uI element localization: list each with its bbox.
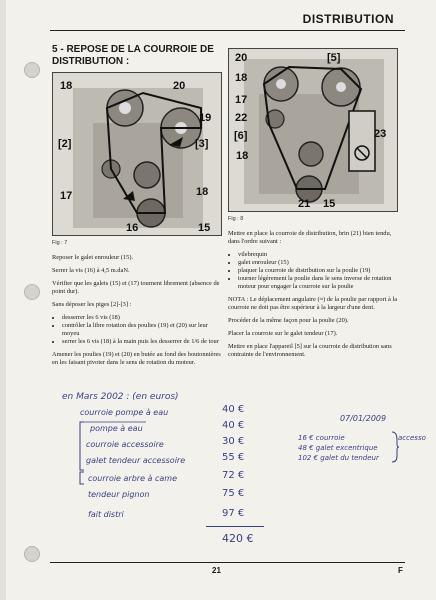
paragraph: Mettre en place l'appareil [5] sur la courroie de distribution sans contrainte de l'environnement. [228, 343, 392, 358]
section-title: 5 - REPOSE DE LA COURROIE DE DISTRIBUTION : [52, 44, 214, 67]
right-text-column [228, 230, 400, 364]
fig8-label: 18 [236, 150, 249, 162]
footer-rule [50, 562, 405, 563]
header-rule [50, 30, 405, 31]
fig8-label: 17 [235, 94, 248, 106]
handwritten-heading: en Mars 2002 : (en euros) [62, 392, 179, 402]
fig8-label: 21 [298, 198, 311, 210]
binder-hole [24, 546, 40, 562]
paragraph: Reposer le galet enrouleur (15). [52, 254, 134, 261]
paragraph: Amener les poulies (19) et (20) en butée au fond des boutonnières en les faisant pivoter dans le sens de rotation du moteur. [52, 351, 221, 366]
handwritten-price: 30 € [222, 436, 245, 447]
handwritten-item: galet tendeur accessoire [86, 456, 186, 465]
paragraph: Sans déposer les piges [2]-[3] : [52, 301, 132, 308]
binder-hole [24, 62, 40, 78]
fig7-label: [3] [195, 138, 209, 150]
handwritten-price: 55 € [222, 452, 245, 463]
handwritten-side-item: 102 € galet du tendeur [298, 454, 379, 462]
list-item: • serrer les 6 vis (18) à la main puis les desserrer de 1/6 de tour [62, 338, 222, 346]
list-item: • vilebrequin [238, 251, 400, 259]
handwritten-side-item: 48 € galet excentrique [298, 444, 378, 452]
sum-line [206, 526, 264, 527]
fig7-label: 20 [173, 80, 186, 92]
page-number: 21 [212, 566, 221, 575]
fig7-label: 17 [60, 190, 73, 202]
figure-7-caption: Fig : 7 [52, 240, 68, 246]
paragraph: Vérifier que les galets (15) et (17) tournent librement (absence de point dur). [52, 280, 220, 295]
page-letter: F [398, 566, 403, 575]
list-item: • desserrer les 6 vis (18) [62, 314, 222, 322]
handwritten-item: fait distri [88, 510, 124, 519]
fig8-label: 20 [235, 52, 248, 64]
figure-8-engine-diagram [228, 48, 398, 212]
list-item: • plaquer la courroie de distribution sur la poulie (19) [238, 267, 400, 275]
paragraph: Mettre en place la courroie de distribution, brin (21) bien tendu, dans l'ordre suivant : [228, 230, 392, 245]
fig7-label: 19 [199, 112, 212, 124]
paragraph: Procéder de la même façon pour la poulie (20). [228, 317, 349, 324]
list-item: • galet enrouleur (15) [238, 259, 400, 267]
page-edge [0, 0, 6, 600]
fig7-label: 15 [198, 222, 211, 234]
handwritten-side-item: 16 € courroie [298, 434, 345, 442]
fig7-label: 18 [196, 186, 209, 198]
handwritten-side-note: accesso [398, 434, 426, 442]
fig7-label: 18 [60, 80, 73, 92]
bullet-list [52, 314, 222, 346]
paragraph: Serrer la vis (16) à 4,5 m.daN. [52, 267, 130, 274]
handwritten-item: tendeur pignon [88, 490, 150, 499]
handwritten-date: 07/01/2009 [340, 414, 387, 423]
handwritten-price: 75 € [222, 488, 245, 499]
fig8-label: 23 [374, 128, 387, 140]
paragraph: Placer la courroie sur le galet tendeur (17). [228, 330, 338, 337]
fig8-label: 22 [235, 112, 248, 124]
note: NOTA : Le déplacement angulaire (≈) de la poulie par rapport à la courroie ne doit pas être supérieur à la largeur d'une dent. [228, 296, 398, 311]
figure-8-caption: Fig : 8 [228, 216, 244, 222]
handwritten-item: pompe à eau [90, 424, 143, 433]
handwritten-brace [390, 430, 400, 464]
handwritten-price: 40 € [222, 420, 245, 431]
handwritten-price: 40 € [222, 404, 245, 415]
handwritten-item: courroie accessoire [86, 440, 164, 449]
fig7-label: [2] [58, 138, 72, 150]
list-item: • contrôler la libre rotation des poulies (19) et (20) sur leur moyeu [62, 322, 222, 338]
handwritten-price: 72 € [222, 470, 245, 481]
fig8-label: [6] [234, 130, 248, 142]
page-title: DISTRIBUTION [302, 12, 394, 26]
figure-7-engine-diagram [52, 72, 222, 236]
bullet-list [228, 251, 400, 291]
handwritten-item: courroie arbre à came [88, 474, 178, 483]
handwritten-total: 420 € [222, 532, 254, 545]
fig8-label: 18 [235, 72, 248, 84]
handwritten-item: courroie pompe à eau [80, 408, 169, 417]
handwritten-price: 97 € [222, 508, 245, 519]
list-item: • tourner légèrement la poulie dans le sens inverse de rotation moteur pour engager la courroie sur la poulie [238, 275, 400, 291]
fig7-label: 16 [126, 222, 139, 234]
fig8-label: [5] [327, 52, 341, 64]
left-text-column [52, 254, 222, 372]
binder-hole [24, 284, 40, 300]
fig8-label: 15 [323, 198, 336, 210]
handwritten-brackets [76, 418, 186, 488]
